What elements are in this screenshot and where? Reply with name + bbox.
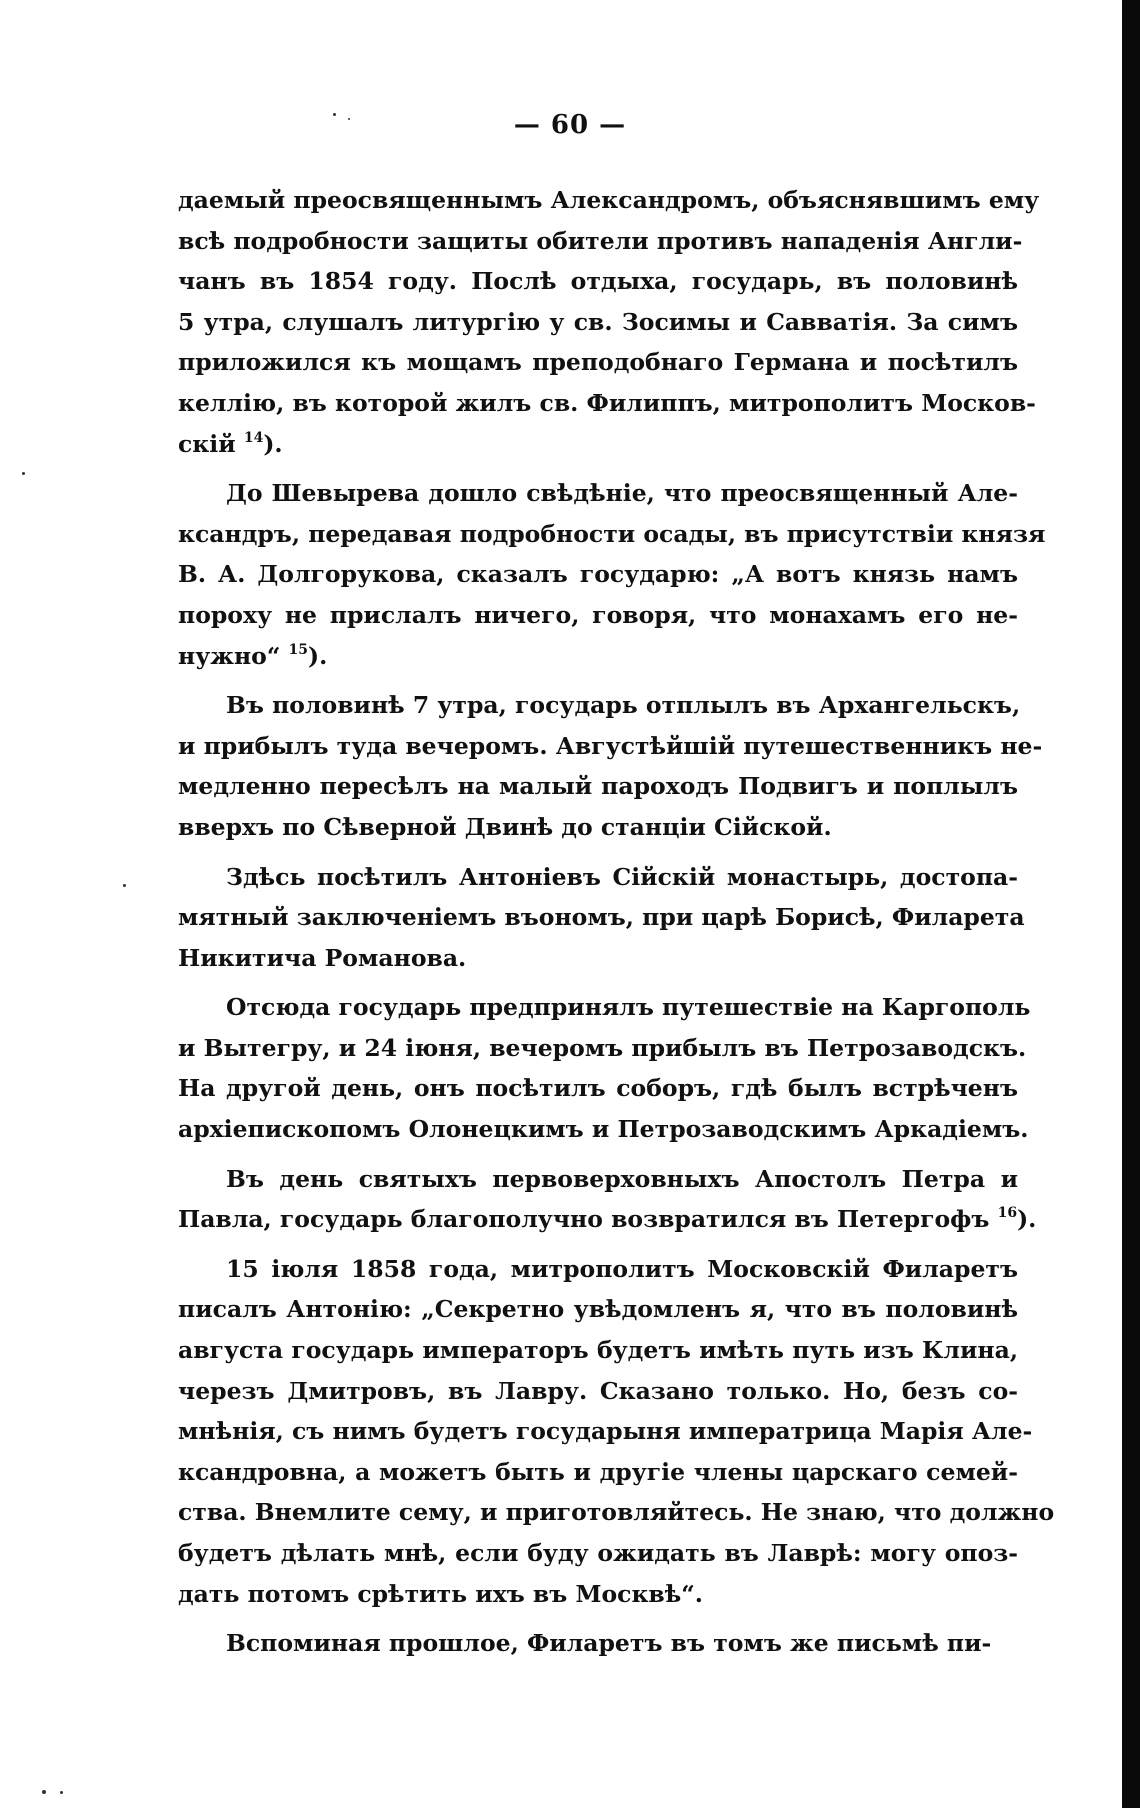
text-line <box>178 1411 1033 1452</box>
text-line <box>178 595 1018 636</box>
text-line <box>178 180 1040 221</box>
paragraph <box>178 180 1040 464</box>
line-text: чанъ въ 1854 году. Послѣ отдыха, государь, въ половинѣ <box>178 267 1018 296</box>
line-text: и прибылъ туда вечеромъ. Августѣйшій путешественникъ не- <box>178 731 1043 760</box>
line-text: мятный заключеніемъ въономъ, при царѣ Борисѣ, Филарета <box>178 903 1025 932</box>
paragraph <box>178 1159 1037 1240</box>
scan-speck <box>42 1790 46 1794</box>
scan-speck <box>60 1791 63 1794</box>
line-text: 5 утра, слушалъ литургію у св. Зосимы и Савватія. За симъ <box>178 307 1018 336</box>
text-line <box>178 807 1018 848</box>
text-line <box>178 1452 1018 1493</box>
text-line <box>178 554 1018 595</box>
text-line <box>178 473 1018 514</box>
line-text: 15 іюля 1858 года, митрополитъ Московскій Филаретъ <box>226 1254 1018 1283</box>
text-line <box>178 1574 1018 1615</box>
text-line <box>178 1068 1018 1109</box>
line-text: Въ день святыхъ первоверховныхъ Апостолъ Петра и <box>226 1164 1018 1193</box>
line-text: мнѣнія, съ нимъ будетъ государыня императрица Марія Але- <box>178 1417 1033 1446</box>
scan-speck <box>22 472 25 475</box>
line-text: На другой день, онъ посѣтилъ соборъ, гдѣ былъ встрѣченъ <box>178 1074 1018 1103</box>
line-text: ства. Внемлите сему, и приготовляйтесь. Не знаю, что должно <box>178 1498 1055 1527</box>
text-line <box>178 938 1018 979</box>
text-line <box>178 1159 1018 1200</box>
paragraph <box>178 473 1046 676</box>
scan-edge <box>1122 0 1140 1808</box>
footnote-close: ). <box>1017 1205 1037 1234</box>
line-text: нужно“ <box>178 641 289 670</box>
text-line <box>178 1330 1018 1371</box>
footnote-close: ). <box>263 429 283 458</box>
text-line <box>178 857 1018 898</box>
text-line <box>178 1028 1027 1069</box>
text-line <box>178 424 1018 465</box>
footnote-close: ). <box>308 641 328 670</box>
line-text: приложился къ мощамъ преподобнаго Германа и посѣтилъ <box>178 348 1018 377</box>
line-text: Въ половинѣ 7 утра, государь отплылъ въ Архангельскъ, <box>226 691 1021 720</box>
line-text: вверхъ по Сѣверной Двинѣ до станціи Сійской. <box>178 812 832 841</box>
scan-speck <box>348 118 350 120</box>
line-text: В. А. Долгорукова, сказалъ государю: „А вотъ князь намъ <box>178 560 1018 589</box>
line-text: архіепископомъ Олонецкимъ и Петрозаводскимъ Аркадіемъ. <box>178 1115 1029 1144</box>
footnote-marker: 15 <box>288 641 309 658</box>
line-text: писалъ Антонію: „Секретно увѣдомленъ я, что въ половинѣ <box>178 1295 1018 1324</box>
text-line <box>178 636 1018 677</box>
paragraph <box>178 685 1043 847</box>
text-line <box>178 1533 1018 1574</box>
text-line <box>178 221 1023 262</box>
line-text: келлію, въ которой жилъ св. Филиппъ, митрополитъ Москов- <box>178 388 1036 417</box>
line-text: Никитича Романова. <box>178 943 467 972</box>
text-line <box>178 1249 1018 1290</box>
line-text: даемый преосвященнымъ Александромъ, объяснявшимъ ему <box>178 186 1040 214</box>
paragraph <box>178 857 1025 979</box>
line-text: Вспоминая прошлое, Филаретъ въ томъ же письмѣ пи- <box>226 1629 992 1658</box>
scan-speck <box>123 884 126 887</box>
text-line <box>178 897 1025 938</box>
line-text: ксандровна, а можетъ быть и другіе члены царскаго семей- <box>178 1457 1018 1486</box>
paragraph <box>178 987 1031 1149</box>
text-line <box>178 261 1018 302</box>
text-line <box>178 1289 1018 1330</box>
body-text <box>178 180 1055 1664</box>
line-text: будетъ дѣлать мнѣ, если буду ожидать въ Лаврѣ: могу опоз- <box>178 1539 1018 1567</box>
line-text: черезъ Дмитровъ, въ Лавру. Сказано только. Но, безъ со- <box>178 1376 1018 1405</box>
scan-speck <box>333 113 336 116</box>
text-line <box>178 302 1018 343</box>
text-line <box>178 1199 1037 1240</box>
line-text: Павла, государь благополучно возвратился въ Петергофъ <box>178 1205 998 1234</box>
footnote-marker: 14 <box>243 429 264 446</box>
line-text: ксандръ, передавая подробности осады, въ присутствіи князя <box>178 519 1046 548</box>
text-line <box>178 766 1018 807</box>
text-line <box>178 1492 1055 1533</box>
text-line <box>178 514 1046 555</box>
text-line <box>178 685 1021 726</box>
line-text: и Вытегру, и 24 іюня, вечеромъ прибылъ въ Петрозаводскъ. <box>178 1033 1027 1062</box>
text-line <box>178 1623 1018 1664</box>
text-line <box>178 342 1018 383</box>
line-text: пороху не прислалъ ничего, говоря, что монахамъ его не- <box>178 600 1018 629</box>
line-text: августа государь императоръ будетъ имѣть путь изъ Клина, <box>178 1336 1018 1365</box>
paragraph <box>178 1623 1018 1664</box>
footnote-marker: 16 <box>997 1205 1018 1222</box>
text-line <box>178 1371 1018 1412</box>
line-text: медленно пересѣлъ на малый пароходъ Подвигъ и поплылъ <box>178 772 1018 801</box>
text-line <box>178 987 1031 1028</box>
line-text: всѣ подробности защиты обители противъ нападенія Англи- <box>178 226 1023 255</box>
paragraph <box>178 1249 1055 1614</box>
text-line <box>178 1109 1029 1150</box>
line-text: Отсюда государь предпринялъ путешествіе на Каргополь <box>226 993 1031 1022</box>
line-text: скій <box>178 429 244 458</box>
line-text: дать потомъ срѣтить ихъ въ Москвѣ“. <box>178 1579 703 1608</box>
text-line <box>178 383 1036 424</box>
line-text: До Шевырева дошло свѣдѣніе, что преосвященный Але- <box>226 479 1018 508</box>
text-line <box>178 726 1043 767</box>
page-number: — 60 — <box>513 110 627 140</box>
line-text: Здѣсь посѣтилъ Антоніевъ Сійскій монастырь, достопа- <box>226 862 1018 891</box>
